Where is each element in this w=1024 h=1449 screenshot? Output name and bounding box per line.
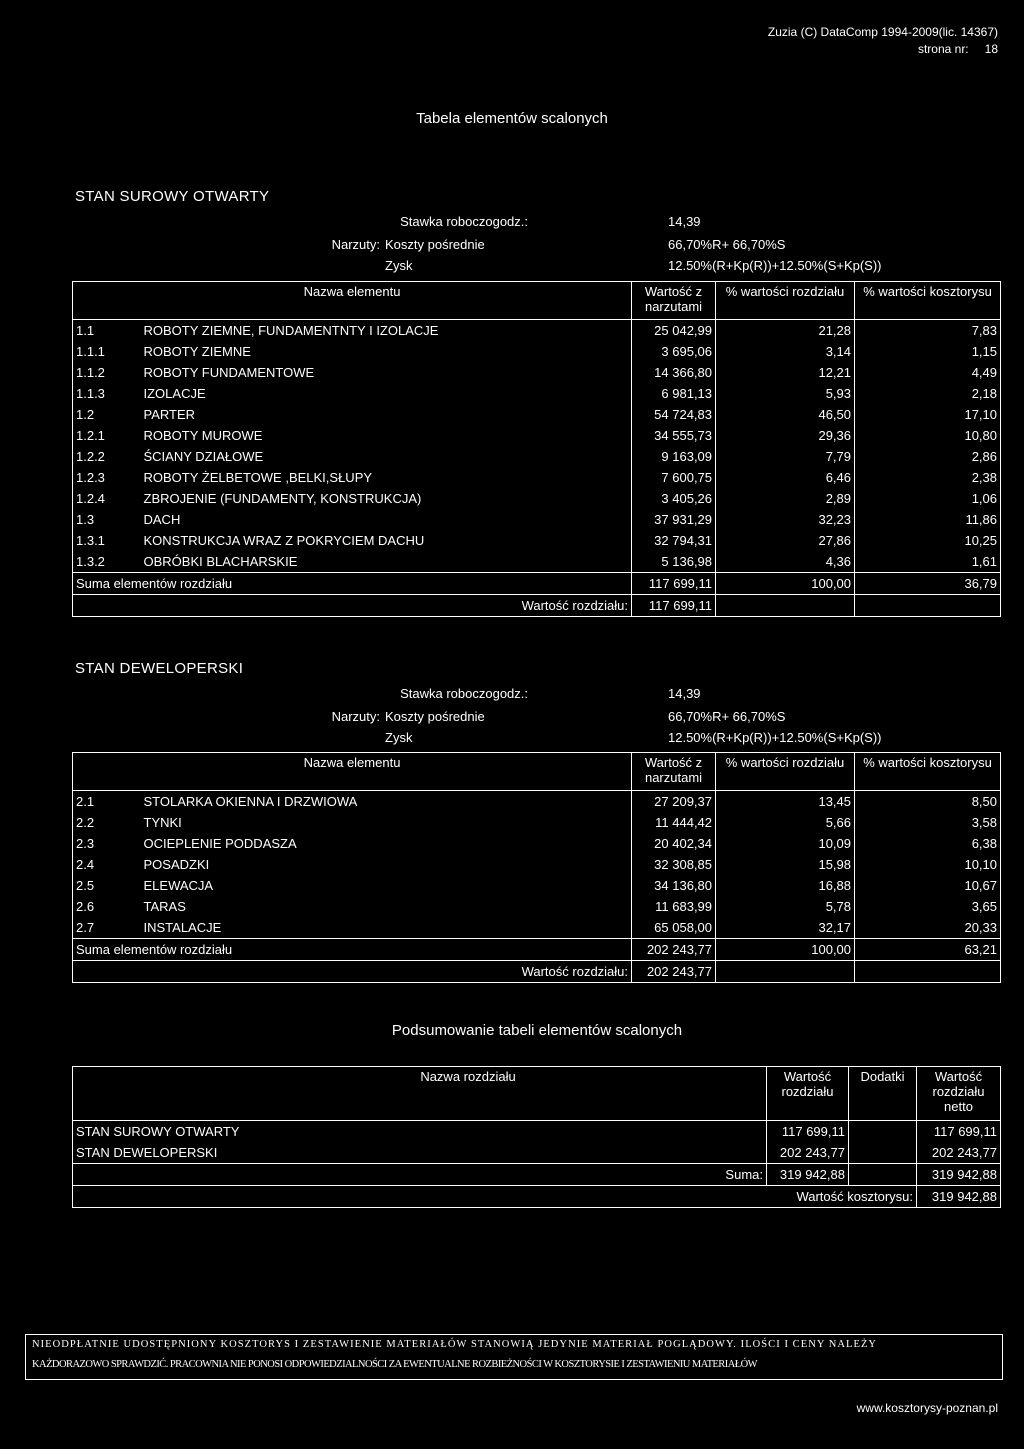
row-pct-chapter: 6,46 bbox=[716, 467, 855, 488]
column-header: Wartość z narzutami bbox=[632, 282, 716, 320]
total-row bbox=[73, 1186, 1001, 1208]
row-name: INSTALACJE bbox=[141, 917, 632, 939]
row-pct-chapter: 13,45 bbox=[716, 791, 855, 813]
table-row bbox=[73, 917, 1001, 939]
row-pct-chapter: 16,88 bbox=[716, 875, 855, 896]
chapter-value: 202 243,77 bbox=[632, 961, 716, 983]
row-pct-chapter: 12,21 bbox=[716, 362, 855, 383]
row-number: 1.1.2 bbox=[73, 362, 141, 383]
chapter-value-row bbox=[73, 961, 1001, 983]
program-header bbox=[768, 24, 998, 58]
row-number: 2.4 bbox=[73, 854, 141, 875]
sum-pct-estimate: 63,21 bbox=[855, 939, 1001, 961]
chapter-value: 117 699,11 bbox=[767, 1121, 849, 1143]
column-header: % wartości rozdziału bbox=[716, 753, 855, 791]
column-header: % wartości rozdziału bbox=[716, 282, 855, 320]
row-number: 1.1.1 bbox=[73, 341, 141, 362]
indirect-costs-label: Koszty pośrednie bbox=[385, 237, 485, 252]
elements-table bbox=[72, 281, 1001, 617]
chapter-name: STAN DEWELOPERSKI bbox=[73, 1142, 767, 1164]
row-pct-estimate: 7,83 bbox=[855, 320, 1001, 342]
page-title: Tabela elementów scalonych bbox=[416, 110, 608, 127]
row-name: ROBOTY ZIEMNE, FUNDAMENTNTY I IZOLACJE bbox=[141, 320, 632, 342]
row-name: ROBOTY ZIEMNE bbox=[141, 341, 632, 362]
row-pct-estimate: 10,67 bbox=[855, 875, 1001, 896]
sum-net: 319 942,88 bbox=[917, 1164, 1001, 1186]
chapter-value: 117 699,11 bbox=[632, 595, 716, 617]
row-pct-estimate: 10,25 bbox=[855, 530, 1001, 551]
rate-label: Stawka roboczogodz.: bbox=[400, 214, 528, 229]
chapter-net: 202 243,77 bbox=[917, 1142, 1001, 1164]
column-header: Nazwa rozdziału bbox=[73, 1067, 767, 1121]
table-row bbox=[73, 791, 1001, 813]
chapter-value-label: Wartość rozdziału: bbox=[73, 961, 632, 983]
sum-row bbox=[73, 1164, 1001, 1186]
row-number: 1.3 bbox=[73, 509, 141, 530]
row-pct-chapter: 27,86 bbox=[716, 530, 855, 551]
column-header: Dodatki bbox=[849, 1067, 917, 1121]
sum-label: Suma: bbox=[73, 1164, 767, 1186]
row-value: 11 444,42 bbox=[632, 812, 716, 833]
row-number: 1.1 bbox=[73, 320, 141, 342]
row-value: 3 405,26 bbox=[632, 488, 716, 509]
row-pct-estimate: 10,10 bbox=[855, 854, 1001, 875]
chapter-value-row bbox=[73, 595, 1001, 617]
row-value: 37 931,29 bbox=[632, 509, 716, 530]
narzuty-label: Narzuty: bbox=[331, 709, 380, 724]
chapter-value-label: Wartość rozdziału: bbox=[73, 595, 632, 617]
table-row bbox=[73, 425, 1001, 446]
row-number: 1.2.1 bbox=[73, 425, 141, 446]
row-value: 34 555,73 bbox=[632, 425, 716, 446]
indirect-costs-label: Koszty pośrednie bbox=[385, 709, 485, 724]
row-number: 1.2 bbox=[73, 404, 141, 425]
narzuty-label: Narzuty: bbox=[331, 237, 380, 252]
table-row bbox=[73, 1121, 1001, 1143]
row-name: ROBOTY ŻELBETOWE ,BELKI,SŁUPY bbox=[141, 467, 632, 488]
rate-value: 14,39 bbox=[668, 214, 701, 229]
sum-value: 117 699,11 bbox=[632, 573, 716, 595]
indirect-costs-value: 66,70%R+ 66,70%S bbox=[668, 237, 786, 252]
row-pct-estimate: 8,50 bbox=[855, 791, 1001, 813]
program-info: Zuzia (C) DataComp 1994-2009(lic. 14367) bbox=[767, 25, 998, 39]
row-pct-estimate: 17,10 bbox=[855, 404, 1001, 425]
row-pct-chapter: 5,93 bbox=[716, 383, 855, 404]
row-number: 2.2 bbox=[73, 812, 141, 833]
summary-title: Podsumowanie tabeli elementów scalonych bbox=[391, 1022, 683, 1039]
row-pct-estimate: 3,58 bbox=[855, 812, 1001, 833]
column-header: Wartość z narzutami bbox=[632, 753, 716, 791]
row-value: 3 695,06 bbox=[632, 341, 716, 362]
disclaimer-line: NIEODPŁATNIE UDOSTĘPNIONY KOSZTORYS I ZESTAWIENIE MATERIAŁÓW STANOWIĄ JEDYNIE MATERIAŁ POGLĄDOWY. ILOŚCI I CENY NALEŻY bbox=[32, 1339, 878, 1350]
row-number: 2.1 bbox=[73, 791, 141, 813]
table-row bbox=[73, 488, 1001, 509]
row-pct-chapter: 7,79 bbox=[716, 446, 855, 467]
table-row bbox=[73, 467, 1001, 488]
row-value: 20 402,34 bbox=[632, 833, 716, 854]
row-pct-chapter: 15,98 bbox=[716, 854, 855, 875]
chapter-extra bbox=[849, 1142, 917, 1164]
row-value: 9 163,09 bbox=[632, 446, 716, 467]
section-title: STAN SUROWY OTWARTY bbox=[75, 188, 270, 205]
table-row bbox=[73, 551, 1001, 573]
elements-table bbox=[72, 752, 1001, 983]
disclaimer-box bbox=[25, 1334, 1003, 1380]
indirect-costs-value: 66,70%R+ 66,70%S bbox=[668, 709, 786, 724]
total-value: 319 942,88 bbox=[917, 1186, 1001, 1208]
row-number: 2.7 bbox=[73, 917, 141, 939]
section-title: STAN DEWELOPERSKI bbox=[75, 660, 244, 677]
row-pct-estimate: 20,33 bbox=[855, 917, 1001, 939]
row-pct-chapter: 3,14 bbox=[716, 341, 855, 362]
row-name: TYNKI bbox=[141, 812, 632, 833]
row-name: PARTER bbox=[141, 404, 632, 425]
column-header: Nazwa elementu bbox=[73, 282, 632, 320]
row-value: 34 136,80 bbox=[632, 875, 716, 896]
row-value: 54 724,83 bbox=[632, 404, 716, 425]
disclaimer-line: KAŻDORAZOWO SPRAWDZIĆ. PRACOWNIA NIE PONOSI ODPOWIEDZIALNOŚCI ZA EWENTUALNE ROZBIEŻNOŚCI W KOSZTORYSIE I ZESTAWIENIU MATERIAŁÓW bbox=[32, 1359, 757, 1370]
row-pct-estimate: 2,38 bbox=[855, 467, 1001, 488]
column-header: Wartość rozdziału bbox=[767, 1067, 849, 1121]
row-pct-estimate: 2,18 bbox=[855, 383, 1001, 404]
row-pct-chapter: 32,17 bbox=[716, 917, 855, 939]
rate-label: Stawka roboczogodz.: bbox=[400, 686, 528, 701]
row-name: OBRÓBKI BLACHARSKIE bbox=[141, 551, 632, 573]
page-number-label: strona nr: bbox=[917, 42, 969, 56]
row-pct-chapter: 21,28 bbox=[716, 320, 855, 342]
table-row bbox=[73, 833, 1001, 854]
table-row bbox=[73, 509, 1001, 530]
table-row bbox=[73, 875, 1001, 896]
table-row bbox=[73, 1142, 1001, 1164]
row-value: 5 136,98 bbox=[632, 551, 716, 573]
row-name: DACH bbox=[141, 509, 632, 530]
row-name: ROBOTY FUNDAMENTOWE bbox=[141, 362, 632, 383]
chapter-net: 117 699,11 bbox=[917, 1121, 1001, 1143]
row-value: 65 058,00 bbox=[632, 917, 716, 939]
row-pct-estimate: 2,86 bbox=[855, 446, 1001, 467]
row-pct-estimate: 6,38 bbox=[855, 833, 1001, 854]
row-number: 2.3 bbox=[73, 833, 141, 854]
row-number: 1.2.3 bbox=[73, 467, 141, 488]
row-value: 27 209,37 bbox=[632, 791, 716, 813]
column-header: Wartość rozdziału netto bbox=[917, 1067, 1001, 1121]
table-row bbox=[73, 812, 1001, 833]
chapter-name: STAN SUROWY OTWARTY bbox=[73, 1121, 767, 1143]
row-pct-chapter: 10,09 bbox=[716, 833, 855, 854]
total-label: Wartość kosztorysu: bbox=[73, 1186, 917, 1208]
profit-value: 12.50%(R+Kp(R))+12.50%(S+Kp(S)) bbox=[668, 730, 882, 745]
chapter-value: 202 243,77 bbox=[767, 1142, 849, 1164]
row-pct-estimate: 10,80 bbox=[855, 425, 1001, 446]
row-pct-chapter: 4,36 bbox=[716, 551, 855, 573]
table-row bbox=[73, 896, 1001, 917]
row-pct-chapter: 32,23 bbox=[716, 509, 855, 530]
summary-table bbox=[72, 1066, 1001, 1208]
row-number: 1.3.2 bbox=[73, 551, 141, 573]
table-row bbox=[73, 341, 1001, 362]
profit-value: 12.50%(R+Kp(R))+12.50%(S+Kp(S)) bbox=[668, 258, 882, 273]
row-pct-estimate: 1,06 bbox=[855, 488, 1001, 509]
row-name: ROBOTY MUROWE bbox=[141, 425, 632, 446]
row-name: OCIEPLENIE PODDASZA bbox=[141, 833, 632, 854]
row-pct-chapter: 29,36 bbox=[716, 425, 855, 446]
row-name: STOLARKA OKIENNA I DRZWIOWA bbox=[141, 791, 632, 813]
row-pct-chapter: 2,89 bbox=[716, 488, 855, 509]
sum-pct-chapter: 100,00 bbox=[716, 939, 855, 961]
row-number: 1.3.1 bbox=[73, 530, 141, 551]
sum-label: Suma elementów rozdziału bbox=[73, 573, 632, 595]
rate-value: 14,39 bbox=[668, 686, 701, 701]
sum-value: 319 942,88 bbox=[767, 1164, 849, 1186]
row-number: 1.1.3 bbox=[73, 383, 141, 404]
row-number: 1.2.2 bbox=[73, 446, 141, 467]
table-row bbox=[73, 530, 1001, 551]
row-name: POSADZKI bbox=[141, 854, 632, 875]
page-number: 18 bbox=[984, 42, 998, 56]
page-number-line bbox=[768, 41, 998, 58]
chapter-extra bbox=[849, 1121, 917, 1143]
sum-pct-estimate: 36,79 bbox=[855, 573, 1001, 595]
row-pct-chapter: 5,78 bbox=[716, 896, 855, 917]
row-number: 2.6 bbox=[73, 896, 141, 917]
table-row bbox=[73, 320, 1001, 342]
footer-url[interactable]: www.kosztorysy-poznan.pl bbox=[856, 1401, 998, 1415]
sum-row bbox=[73, 939, 1001, 961]
row-value: 14 366,80 bbox=[632, 362, 716, 383]
row-name: ELEWACJA bbox=[141, 875, 632, 896]
sum-label: Suma elementów rozdziału bbox=[73, 939, 632, 961]
row-name: ŚCIANY DZIAŁOWE bbox=[141, 446, 632, 467]
table-row bbox=[73, 383, 1001, 404]
row-name: IZOLACJE bbox=[141, 383, 632, 404]
row-pct-estimate: 11,86 bbox=[855, 509, 1001, 530]
profit-label: Zysk bbox=[385, 730, 413, 745]
column-header: % wartości kosztorysu bbox=[855, 753, 1001, 791]
row-name: ZBROJENIE (FUNDAMENTY, KONSTRUKCJA) bbox=[141, 488, 632, 509]
profit-label: Zysk bbox=[385, 258, 413, 273]
row-pct-estimate: 3,65 bbox=[855, 896, 1001, 917]
column-header: % wartości kosztorysu bbox=[855, 282, 1001, 320]
row-value: 6 981,13 bbox=[632, 383, 716, 404]
table-row bbox=[73, 404, 1001, 425]
row-value: 7 600,75 bbox=[632, 467, 716, 488]
row-pct-estimate: 1,61 bbox=[855, 551, 1001, 573]
row-number: 2.5 bbox=[73, 875, 141, 896]
row-value: 32 308,85 bbox=[632, 854, 716, 875]
table-row bbox=[73, 854, 1001, 875]
row-pct-chapter: 46,50 bbox=[716, 404, 855, 425]
sum-row bbox=[73, 573, 1001, 595]
row-number: 1.2.4 bbox=[73, 488, 141, 509]
row-value: 11 683,99 bbox=[632, 896, 716, 917]
row-pct-estimate: 4,49 bbox=[855, 362, 1001, 383]
row-name: KONSTRUKCJA WRAZ Z POKRYCIEM DACHU bbox=[141, 530, 632, 551]
table-row bbox=[73, 362, 1001, 383]
column-header: Nazwa elementu bbox=[73, 753, 632, 791]
row-value: 25 042,99 bbox=[632, 320, 716, 342]
sum-pct-chapter: 100,00 bbox=[716, 573, 855, 595]
row-pct-estimate: 1,15 bbox=[855, 341, 1001, 362]
sum-value: 202 243,77 bbox=[632, 939, 716, 961]
row-pct-chapter: 5,66 bbox=[716, 812, 855, 833]
row-value: 32 794,31 bbox=[632, 530, 716, 551]
table-row bbox=[73, 446, 1001, 467]
row-name: TARAS bbox=[141, 896, 632, 917]
